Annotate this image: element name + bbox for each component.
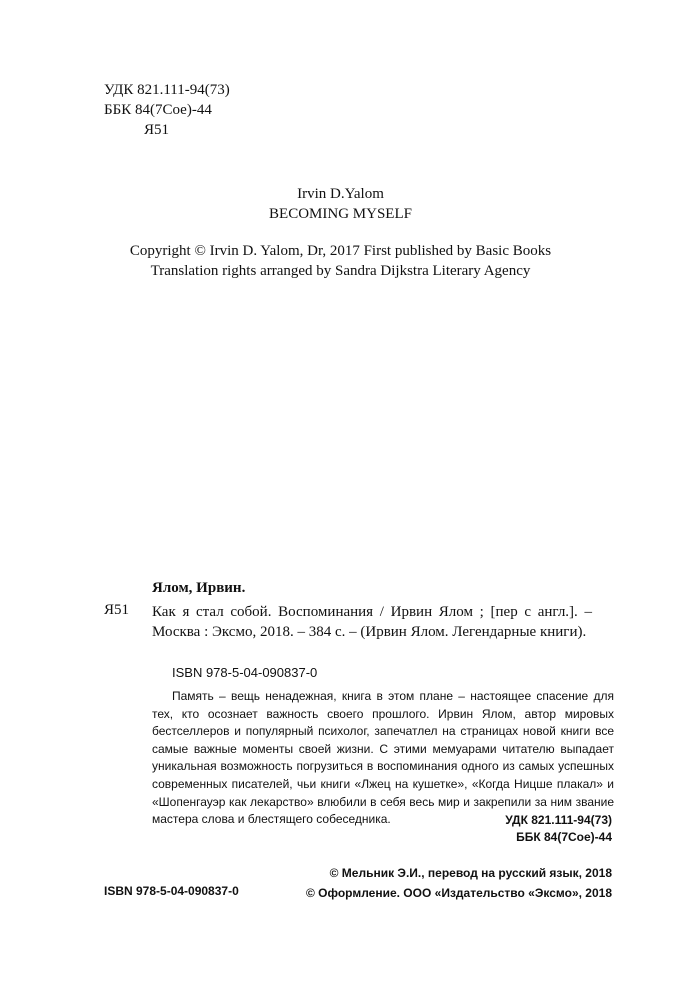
catalog-author-code: Я51 [104, 602, 130, 618]
copyright-line-2: Translation rights arranged by Sandra Dijkstra Literary Agency [150, 263, 531, 279]
catalog-udk: УДК 821.111-94(73) [505, 813, 612, 827]
classification-block [104, 80, 230, 140]
catalog-isbn: ISBN 978-5-04-090837-0 [172, 665, 318, 680]
catalog-bbk: ББК 84(7Сое)-44 [516, 830, 612, 844]
footer-rights [0, 863, 612, 903]
catalog-classification [0, 812, 612, 846]
catalog-author-heading: Ялом, Ирвин. [152, 580, 246, 596]
copyright-line-1: Copyright © Irvin D. Yalom, Dr, 2017 First published by Basic Books [129, 243, 552, 259]
copyright-block [0, 241, 681, 281]
original-title: BECOMING MYSELF [269, 206, 412, 222]
original-edition [0, 184, 681, 224]
original-author: Irvin D.Yalom [297, 186, 384, 202]
footer-isbn: ISBN 978-5-04-090837-0 [104, 884, 239, 898]
catalog-description: Как я стал собой. Воспоминания / Ирвин Ялом ; [пер с англ.]. – Москва : Эксмо, 2018. – 384 с. – (Ирвин Ялом. Легендарные книги). [152, 604, 592, 640]
udk-code: УДК 821.111-94(73) [104, 82, 230, 98]
translation-rights: © Мельник Э.И., перевод на русский язык, 2018 [329, 866, 612, 880]
author-code: Я51 [144, 122, 170, 138]
bbk-code: ББК 84(7Сое)-44 [104, 102, 212, 118]
catalog-abstract: Память – вещь ненадежная, книга в этом плане – настоящее спасение для тех, кто осознает важность своего прошлого. Ирвин Ялом, автор мировых бестселлеров и популярный психолог, запечатлел на страницах новой книги все самые важные моменты своей жизни. С этими мемуарами читателю выпадает уникальная возможность погрузиться в воспоминания одного из самых успешных современных писателей, чьи книги «Лжец на кушетке», «Когда Ницше плакал» и «Шопенгауэр как лекарство» влюбили в себя весь мир и закрепили за ним звание мастера слова и блестящего собеседника. [152, 689, 614, 827]
design-rights: © Оформление. ООО «Издательство «Эксмо», 2018 [305, 886, 612, 900]
